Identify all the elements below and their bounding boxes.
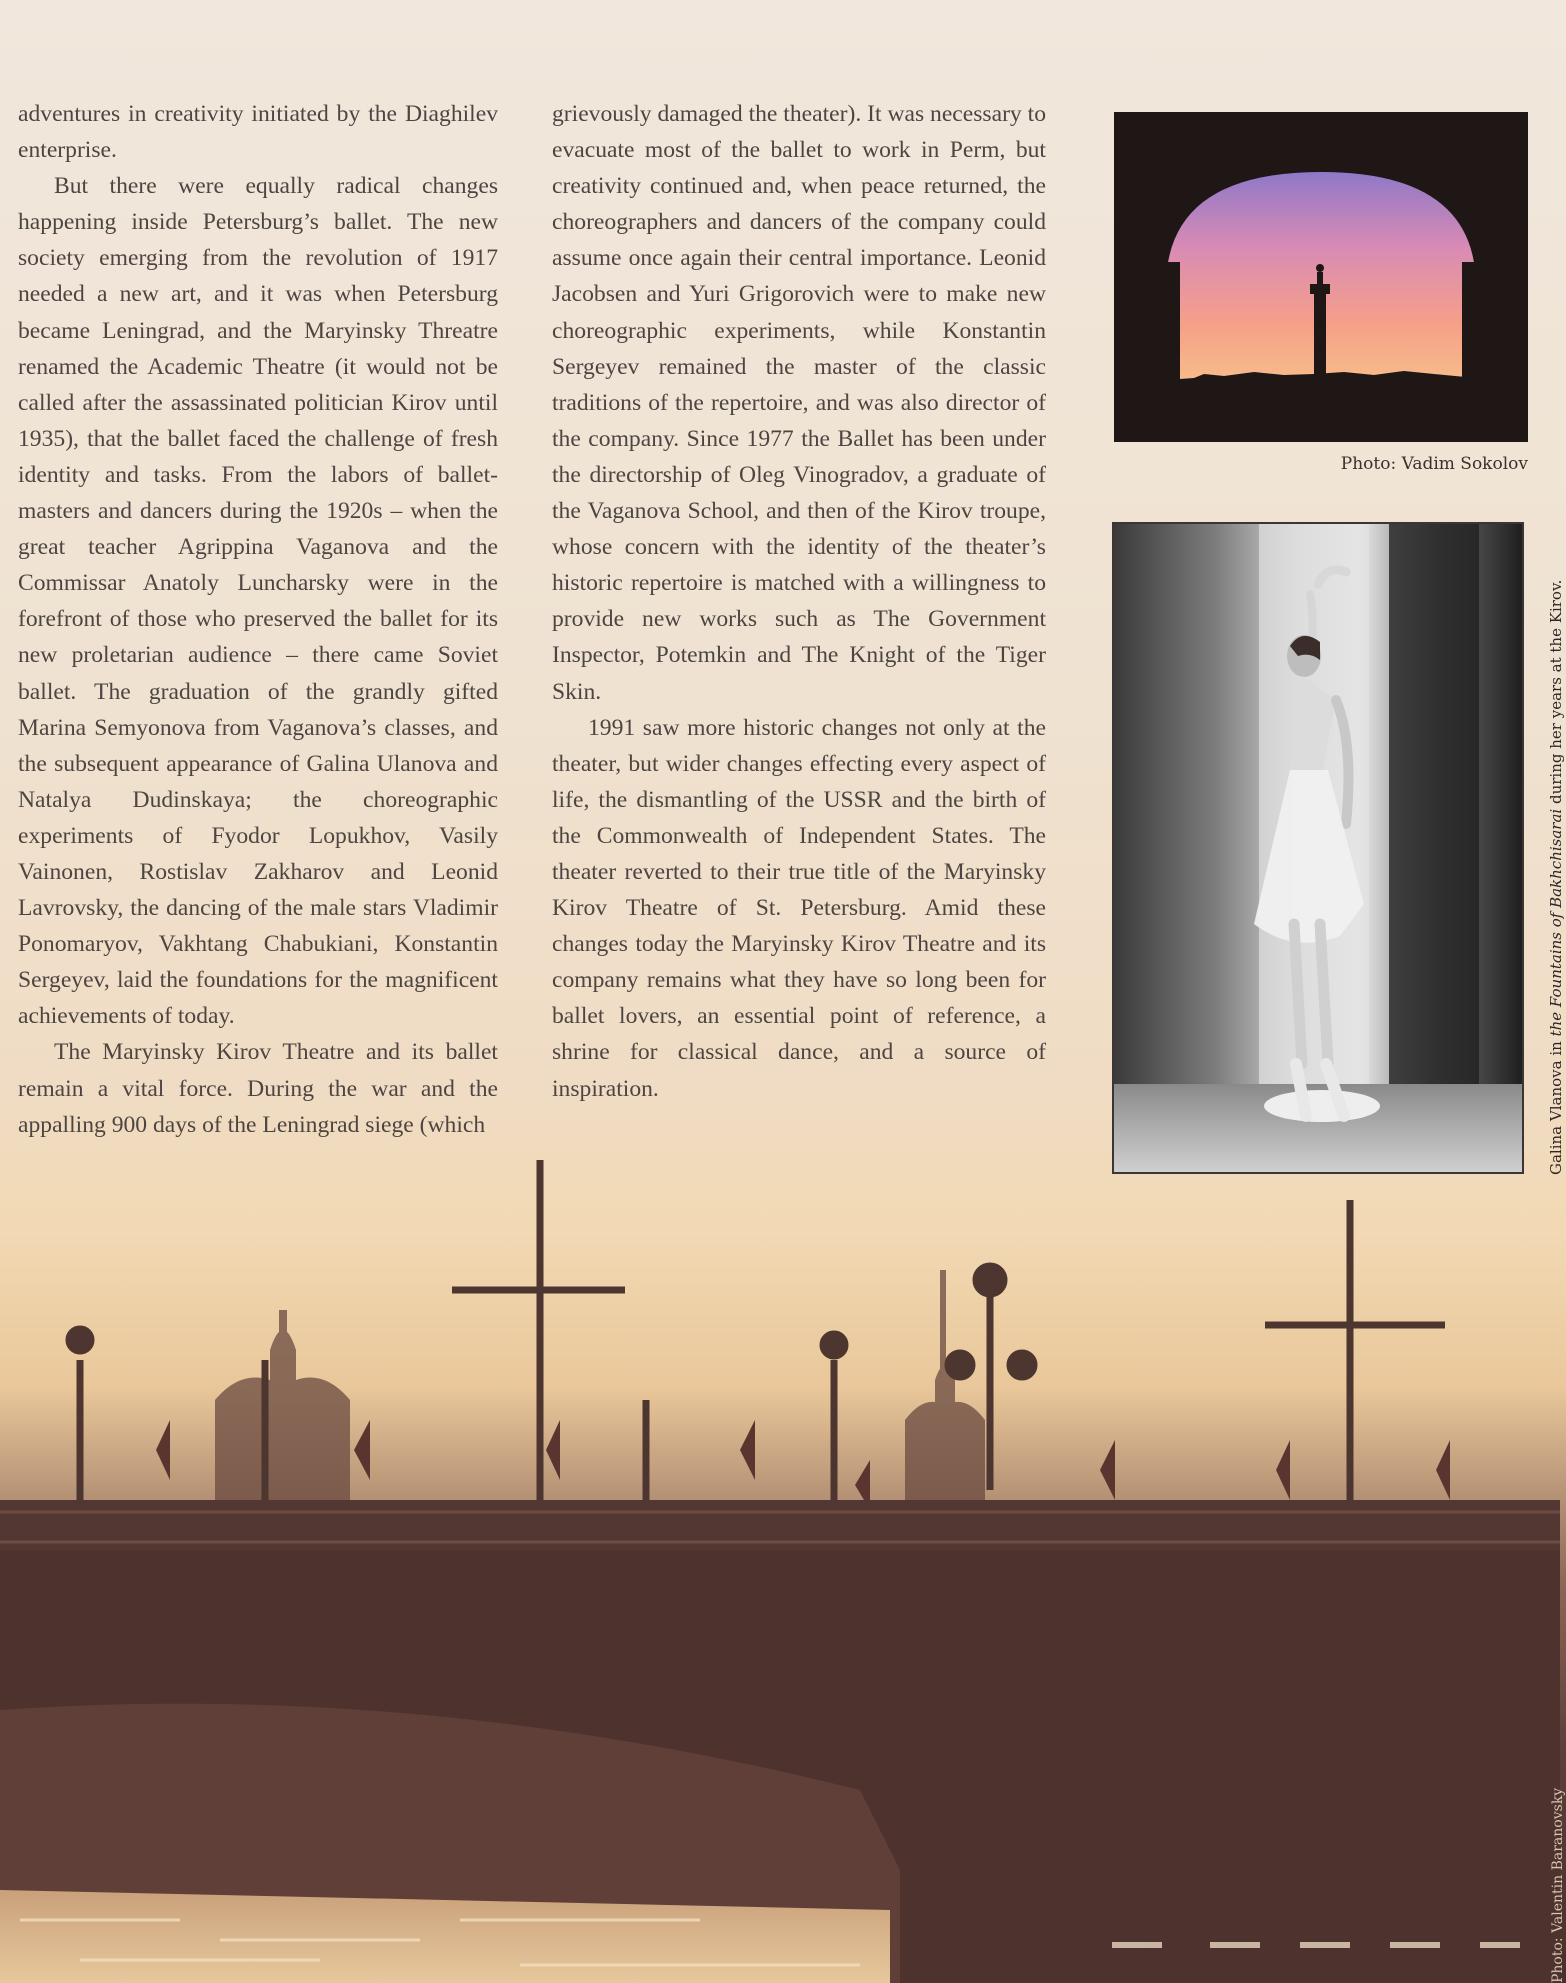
caption-prefix: Galina Vlanova in [1547, 1036, 1565, 1175]
paragraph: grievously damaged the theater). It was necessary to evacuate most of the ballet to work in Perm, but creativity continued and, when peace returned, the choreographers and dancers of the company could assume once again their central importance. Leonid Jacobsen and Yuri Grigorovich were to make new choreographic experiments, while Konstantin Sergeyev remained the master of the classic traditions of the repertoire, and was also director of the company. Since 1977 the Ballet has been under the directorship of Oleg Vinogradov, a graduate of the Vaganova School, and then of the Kirov troupe, whose concern with the identity of the theater’s historic repertoire is matched with a willingness to provide new works such as The Government Inspector, Potemkin and The Knight of the Tiger Skin. [552, 101, 1046, 705]
ballerina-photo [1112, 522, 1524, 1174]
paragraph: The Maryinsky Kirov Theatre and its ballet remain a vital force. During the war and the appalling 900 days of the Leningrad siege (which [18, 1039, 498, 1138]
text-column-left [18, 96, 498, 1143]
photo-credit-text: Photo: Valentin Baranovsky [1550, 1787, 1566, 1983]
bridge-silhouette-photo [0, 1150, 1560, 1983]
caption-suffix: during her years at the Kirov. [1547, 579, 1565, 809]
paragraph: But there were equally radical changes happening inside Petersburg’s ballet. The new society emerging from the revolution of 1917 needed a new art, and it was when Petersburg became Leningrad, and the Maryinsky Threatre renamed the Academic Theatre (it would not be called after the assassinated politician Kirov until 1935), that the ballet faced the challenge of fresh identity and tasks. From the labors of ballet-masters and dancers during the 1920s – when the great teacher Agrippina Vaganova and the Commissar Anatoly Luncharsky were in the forefront of those who preserved the ballet for its new proletarian audience – there came Soviet ballet. The graduation of the grandly gifted Marina Semyonova from Vaganova’s classes, and the subsequent appearance of Galina Ulanova and Natalya Dudinskaya; the choreographic experiments of Fyodor Lopukhov, Vasily Vainonen, Rostislav Zakharov and Leonid Lavrovsky, the dancing of the male stars Vladimir Ponomaryov, Vakhtang Chabukiani, Konstantin Sergeyev, laid the foundations for the magnificent achievements of today. [18, 173, 498, 1030]
paragraph: 1991 saw more historic changes not only at the theater, but wider changes effecting every aspect of life, the dismantling of the USSR and the birth of the Commonwealth of Independent States. The theater reverted to their true title of the Maryinsky Kirov Theatre of St. Petersburg. Amid these changes today the Maryinsky Kirov Theatre and its company remains what they have so long been for ballet lovers, an essential point of reference, a shrine for classical dance, and a source of inspiration. [552, 714, 1046, 1102]
caption-title: the Fountains of Bakhchisarai [1547, 808, 1565, 1037]
arch-sunset-photo [1114, 112, 1528, 442]
photo-credit: Photo: Vadim Sokolov [1340, 454, 1528, 474]
text-column-middle [552, 96, 1046, 1107]
paragraph: adventures in creativity initiated by the Diaghilev enterprise. [18, 101, 498, 164]
